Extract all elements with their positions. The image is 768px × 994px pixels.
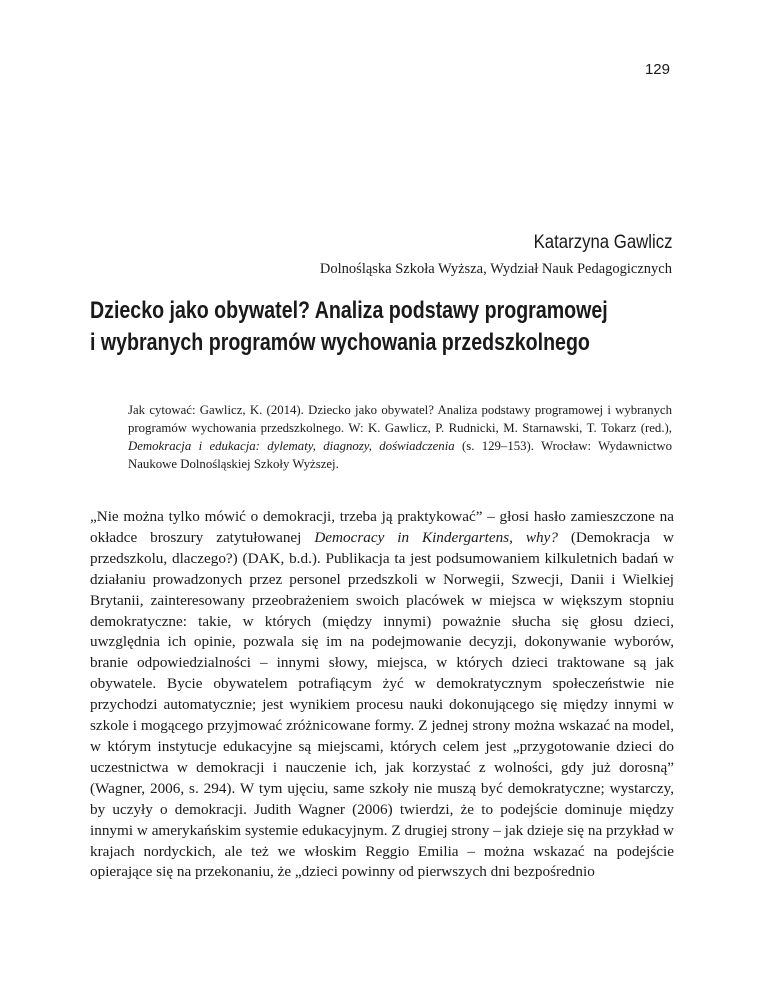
- body-text-start: „Nie można tylko mówić o demokracji, trzeba ją praktykować” – głosi hasło zamieszczone na okładce broszury zatytułowanej: [90, 508, 674, 546]
- article-title: [90, 295, 618, 359]
- citation-text: Jak cytować: Gawlicz, K. (2014). Dziecko jako obywatel? Analiza podstawy programowej i wybranych programów wychowania przedszkolnego. W: K. Gawlicz, P. Rudnicki, M. Starnawski, T. Tokarz (red.),: [128, 403, 672, 435]
- author-affiliation: Dolnośląska Szkoła Wyższa, Wydział Nauk Pedagogicznych: [319, 261, 672, 277]
- body-paragraph: [90, 507, 674, 883]
- citation-book-title: Demokracja i edukacja: dylematy, diagnozy, doświadczenia: [128, 439, 455, 453]
- citation-block: [128, 401, 672, 473]
- body-text-rest: (Demokracja w przedszkolu, dlaczego?) (DAK, b.d.). Publikacja ta jest podsumowaniem kilkuletnich badań w działaniu prowadzonych przez personel przedszkoli w Norwegii, Szwecji, Danii i Wielkiej Brytanii, zainteresowany przeobrażeniem swoich placówek w miejsca w większym stopniu demokratyczne: takie, w których (między innymi) poważnie słucha się głosu dzieci, uwzględnia ich opinie, pozwala się im na podejmowanie decyzji, dokonywanie wyborów, branie odpowiedzialności – innymi słowy, miejsca, w których dzieci traktowane są jak obywatele. Bycie obywatelem potrafiącym żyć w demokratycznym społeczeństwie nie przychodzi automatycznie; jest wynikiem procesu nauki dokonującego się między innymi w szkole i mogącego przyjmować zróżnicowane formy. Z jednej strony można wskazać na model, w którym instytucje edukacyjne są miejscami, których celem jest „przygotowanie dzieci do uczestnictwa w demokracji i nauczenie ich, jak korzystać z wolności, gdy już dorosną” (Wagner, 2006, s. 294). W tym ujęciu, same szkoły nie muszą być demokratyczne; wystarczy, by uczyły o demokracji. Judith Wagner (2006) twierdzi, że to podejście dominuje między innymi w amerykańskim systemie edukacyjnym. Z drugiej strony – jak dzieje się na przykład w krajach nordyckich, ale też we włoskim Reggio Emilia – można wskazać na podejście opierające się na przekonaniu, że „dzieci powinny od pierwszych dni bezpośrednio: [90, 528, 674, 881]
- citation-publisher: (s. 129–153). Wrocław: Wydawnictwo Naukowe Dolnośląskiej Szkoły Wyższej.: [128, 439, 672, 471]
- title-line-1: Dziecko jako obywatel? Analiza podstawy programowej: [90, 297, 608, 324]
- author-name: Katarzyna Gawlicz: [533, 231, 672, 253]
- body-italic-title: Democracy in Kindergartens, why?: [314, 528, 558, 546]
- page-number: 129: [644, 61, 670, 78]
- title-line-2: i wybranych programów wychowania przedszkolnego: [90, 329, 590, 356]
